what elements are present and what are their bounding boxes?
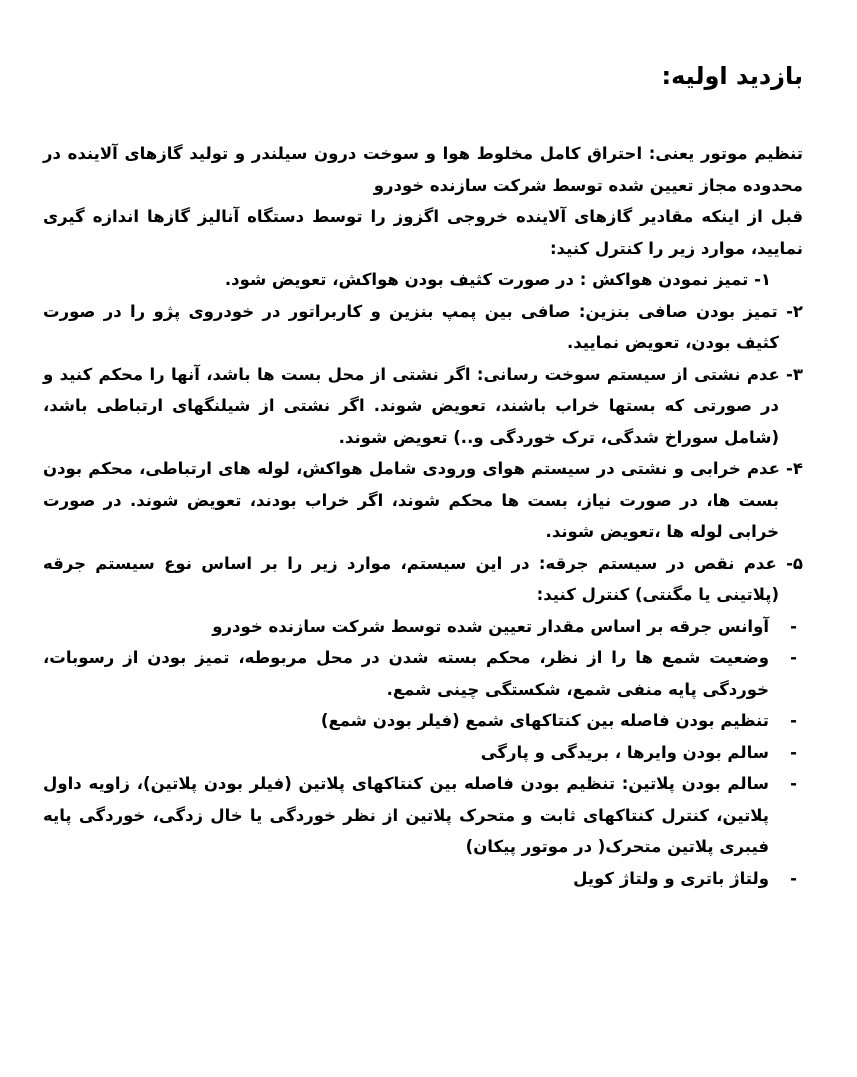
document-body <box>43 138 803 894</box>
dash-marker: - <box>790 648 797 667</box>
list-item-text: آوانس جرقه بر اساس مقدار تعیین شده توسط شرکت سازنده خودرو <box>212 616 769 636</box>
list-item <box>43 768 803 863</box>
numbered-item-5: ۵- عدم نقص در سیستم جرقه: در این سیستم، موارد زیر را بر اساس نوع سیستم جرقه (پلاتینی یا مگنتی) کنترل کنید: <box>43 553 803 604</box>
list-item <box>43 642 803 705</box>
dash-marker: - <box>790 868 797 888</box>
numbered-item-4: ۴- عدم خرابی و نشتی در سیستم هوای ورودی شامل هواکش، لوله های ارتباطی، محکم بودن بست ها، در صورت نیاز، بست ها محکم شوند، اگر خراب بودند، تعویض شوند. در صورت خرابی لوله ها ،تعویض شوند. <box>43 459 803 541</box>
dash-marker: - <box>790 711 797 730</box>
list-item <box>43 863 803 895</box>
list-item-text: وضعیت شمع ها را از نظر، محکم بسته شدن در محل مربوطه، تمیز بودن از رسوبات، خوردگی پایه منفی شمع، شکستگی چینی شمع. <box>43 648 769 699</box>
list-item <box>43 705 803 737</box>
list-item <box>43 737 803 769</box>
numbered-item-3: ۳- عدم نشتی از سیستم سوخت رسانی: اگر نشتی از محل بست ها باشد، آنها را محکم کنید و در صورتی که بستها خراب باشند، تعویض شوند. اگر نشتی از شیلنگهای ارتباطی باشد، (شامل سوراخ شدگی، ترک خوردگی و..) تعویض شوند. <box>43 364 803 447</box>
list-item-text: ولتاژ باتری و ولتاژ کویل <box>573 868 769 888</box>
list-item <box>43 611 803 643</box>
numbered-item-2: ۲- تمیز بودن صافی بنزین: صافی بین پمپ بنزین و کاربراتور در خودروی پژو را در صورت کثیف بودن، تعویض نمایید. <box>43 301 803 352</box>
engine-tuning-definition: تنظیم موتور یعنی: احتراق کامل مخلوط هوا و سوخت درون سیلندر و تولید گازهای آلاینده در محدوده مجاز تعیین شده توسط شرکت سازنده خودرو <box>43 144 803 195</box>
numbered-item-1: ۱- تمیز نمودن هواکش : در صورت کثیف بودن هواکش، تعویض شود. <box>224 270 771 289</box>
dash-marker: - <box>790 774 797 793</box>
dash-marker: - <box>790 616 797 636</box>
ignition-check-list <box>43 611 803 895</box>
list-item-text: تنظیم بودن فاصله بین کنتاکهای شمع (فیلر بودن شمع) <box>320 711 769 730</box>
list-item-text: سالم بودن وایرها ، بریدگی و پارگی <box>480 742 769 762</box>
pre-analysis-instruction: قبل از اینکه مقادیر گازهای آلاینده خروجی اگزوز را توسط دستگاه آنالیز گازها اندازه گیری نمایید، موارد زیر را کنترل کنید: <box>43 207 803 258</box>
section-title: بازدید اولیه: <box>661 62 803 90</box>
list-item-text: سالم بودن پلاتین: تنظیم بودن فاصله بین کنتاکهای پلاتین (فیلر بودن پلاتین)، زاویه داول پلاتین، کنترل کنتاکهای ثابت و متحرک پلاتین از نظر خوردگی یا خال زدگی، خوردگی پایه فیبری پلاتین متحرک( در موتور پیکان) <box>43 774 769 856</box>
dash-marker: - <box>790 742 797 762</box>
